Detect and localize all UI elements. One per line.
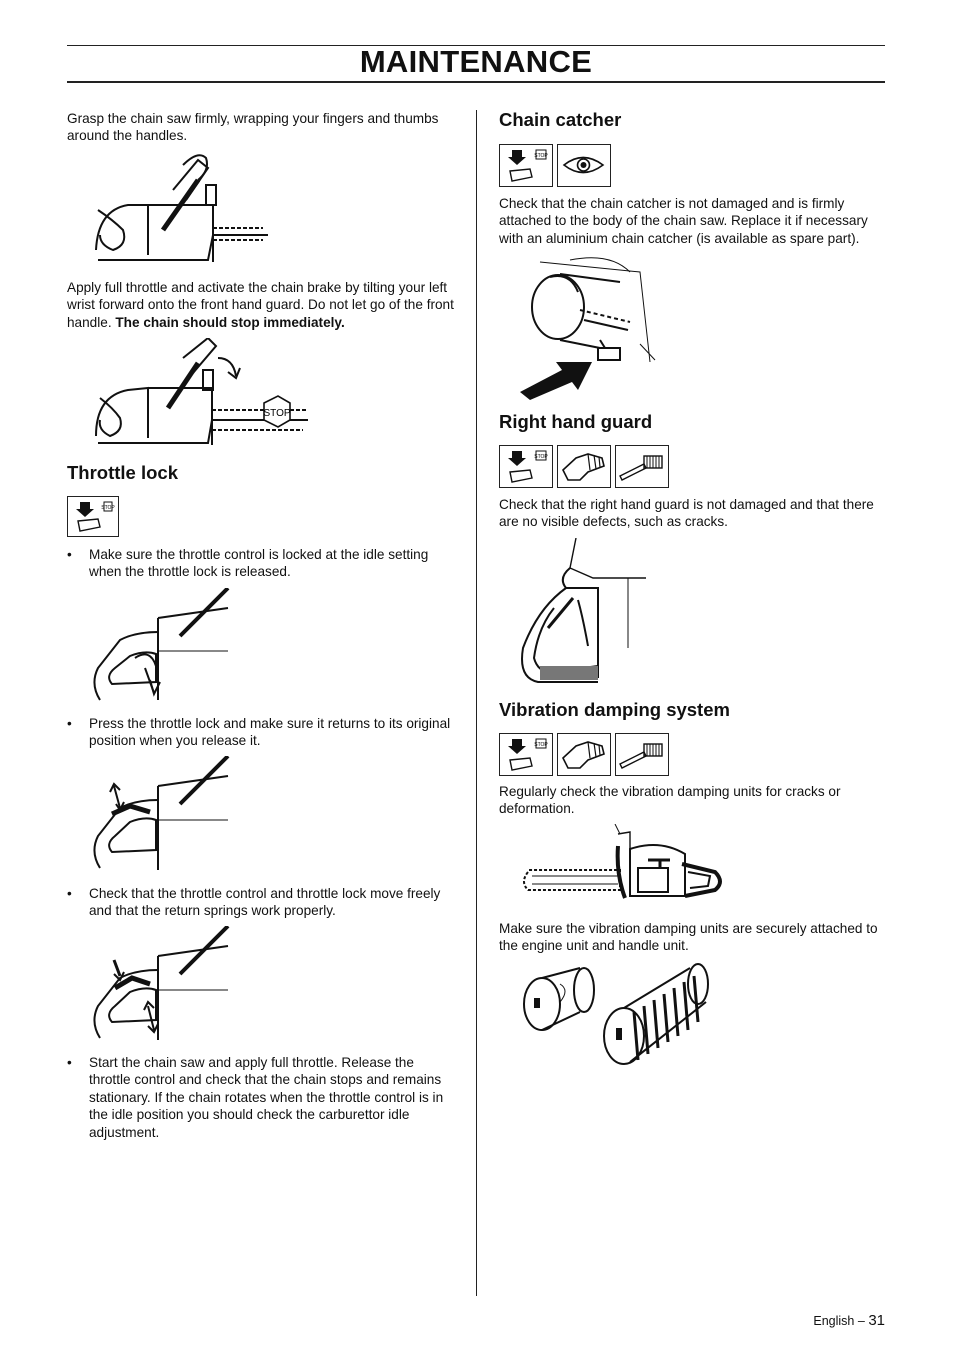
throttle-idle-illustration [90,588,230,704]
stop-icon-label: STOP [534,742,548,748]
footer-separator: – [857,1314,865,1328]
eye-icon [558,145,609,185]
brake-text: Apply full throttle and activate the chain brake by tilting your left wrist forward onto the front hand guard. Do not let go of the front handle. [67,280,454,330]
brush-icon [616,734,667,774]
vibration-damping-heading: Vibration damping system [499,699,730,720]
brake-bold-text: The chain should stop immediately. [115,314,345,330]
grip-illustration [88,150,268,270]
chain-catcher-paragraph: Check that the chain catcher is not damaged and is firmly attached to the body of the chain saw. Replace it if necessary with an aluminium chain catcher (is available as spare part). [499,196,868,246]
title-underline [67,81,885,83]
column-divider [476,110,477,1296]
hand-guard-stop-icon-box [499,445,553,488]
chain-brake-illustration [88,338,318,453]
bullet-3-text: Check that the throttle control and throttle lock move freely and that the return springs work properly. [89,886,441,919]
stop-engine-icon [500,145,551,185]
glove-icon [558,734,609,774]
page-number: 31 [868,1312,885,1329]
brush-icon [616,446,667,486]
bullet-4-text: Start the chain saw and apply full throttle. Release the throttle control and check that the chain stops and remains stationary. If the chain rotates when the throttle control is in the idle position you should check the carburettor idle adjustment. [89,1055,444,1140]
right-hand-guard-heading: Right hand guard [499,411,653,432]
chain-catcher-heading: Chain catcher [499,109,622,130]
chain-catcher-stop-icon-box [499,144,553,187]
glove-icon [558,446,609,486]
stop-engine-icon [68,497,117,535]
bullet-1-text: Make sure the throttle control is locked at the idle setting when the throttle lock is released. [89,547,429,580]
vibration-brush-icon-box [615,733,669,776]
damping-units-illustration [520,962,712,1070]
bullet-dot: • [67,1055,72,1070]
throttle-lock-heading: Throttle lock [67,462,179,483]
chainsaw-side-illustration [520,824,725,904]
intro-paragraph: Grasp the chain saw firmly, wrapping your fingers and thumbs around the handles. [67,111,439,144]
hand-guard-illustration [518,538,650,684]
bullet-2 [67,715,459,751]
bullet-3 [67,885,459,921]
throttle-lock-illustration [90,756,230,872]
vibration-paragraph-1: Regularly check the vibration damping units for cracks or deformation. [499,784,841,817]
stop-icon-label: STOP [534,454,548,460]
stop-engine-icon [500,734,551,774]
brush-icon-box [615,445,669,488]
inspect-icon-box [557,144,611,187]
bullet-dot: • [67,716,72,731]
vibration-paragraph-2: Make sure the vibration damping units are securely attached to the engine unit and handle unit. [499,921,878,954]
glove-icon-box [557,445,611,488]
page-title: MAINTENANCE [359,44,593,79]
stop-icon-label: STOP [534,153,548,159]
vibration-stop-icon-box [499,733,553,776]
bullet-dot: • [67,886,72,901]
stop-engine-icon [500,446,551,486]
vibration-glove-icon-box [557,733,611,776]
bullet-2-text: Press the throttle lock and make sure it returns to its original position when you release it. [89,716,451,749]
stop-icon-label: STOP [101,505,115,511]
chain-catcher-illustration [520,252,660,400]
page-footer [813,1312,885,1329]
stop-sign-label: STOP [263,408,291,419]
footer-language: English [813,1314,855,1328]
right-hand-guard-paragraph: Check that the right hand guard is not damaged and that there are no visible defects, such as cracks. [499,497,874,530]
stop-engine-icon-box [67,496,119,537]
bullet-4 [67,1054,459,1144]
throttle-springs-illustration [90,926,230,1042]
bullet-dot: • [67,547,72,562]
brake-paragraph [67,279,459,331]
bullet-1 [67,546,459,582]
